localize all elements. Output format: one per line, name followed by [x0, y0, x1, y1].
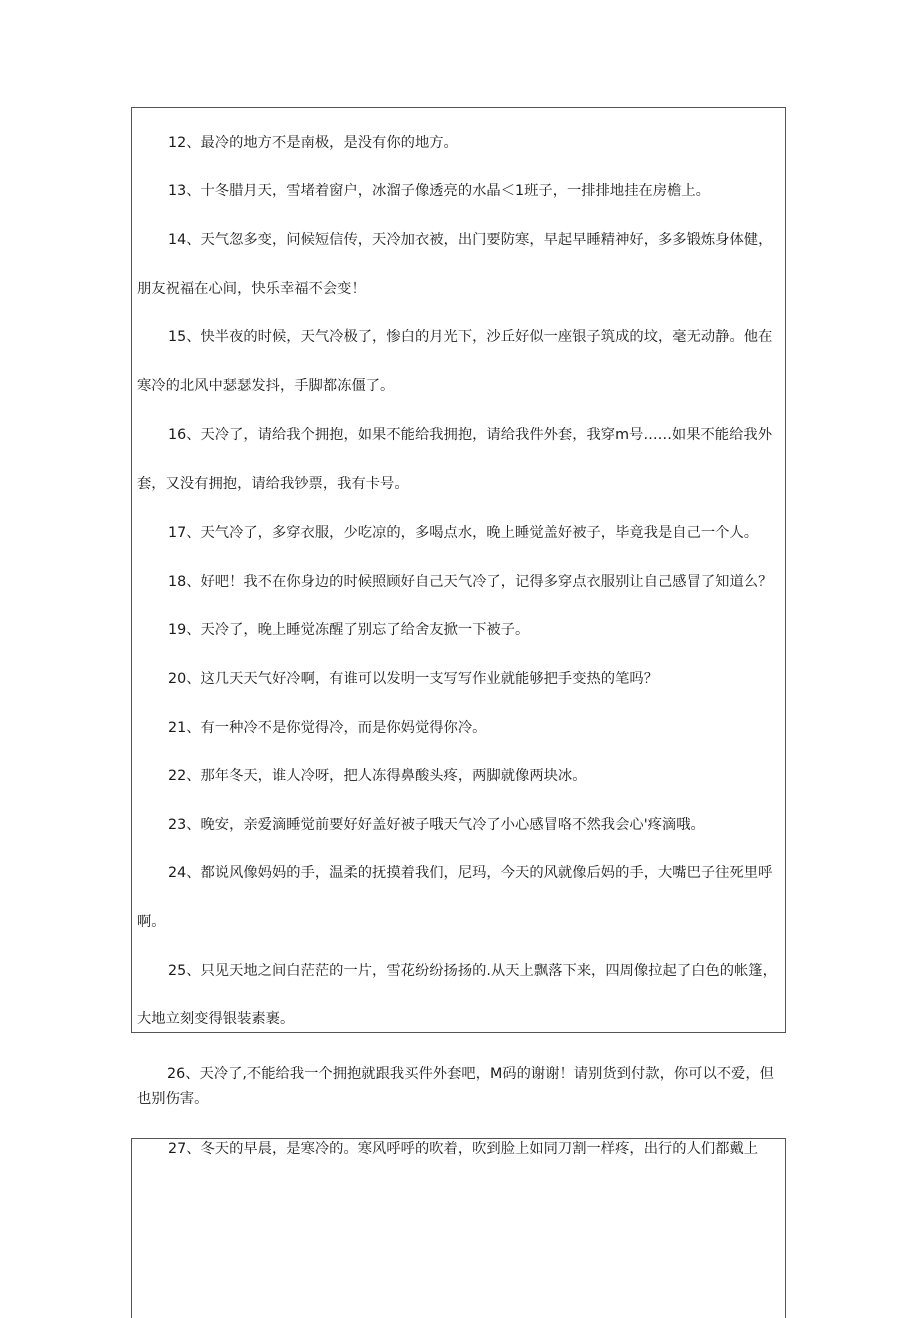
quote-19-line-1: 19、天冷了，晚上睡觉冻醒了别忘了给舍友掀一下被子。 — [168, 622, 530, 638]
quote-24-line-2: 啊。 — [137, 914, 166, 930]
quote-13-line-1: 13、十冬腊月天，雪堵着窗户，冰溜子像透亮的水晶＜1班子，一排排地挂在房檐上。 — [168, 183, 710, 199]
quote-box-1 — [131, 107, 786, 1033]
quote-20-line-1: 20、这几天天气好冷啊，有谁可以发明一支写写作业就能够把手变热的笔吗？ — [168, 671, 658, 687]
quote-15-line-2: 寒冷的北风中瑟瑟发抖，手脚都冻僵了。 — [137, 378, 395, 394]
quote-24-line-1: 24、都说风像妈妈的手，温柔的抚摸着我们，尼玛，今天的风就像后妈的手，大嘴巴子往死里呼 — [168, 865, 773, 881]
quote-14-line-1: 14、天气忽多变，问候短信传，天冷加衣被，出门要防寒，早起早睡精神好，多多锻炼身体健， — [168, 232, 773, 248]
quote-26-line-2: 也别伤害。 — [137, 1091, 209, 1107]
quote-15-line-1: 15、快半夜的时候，天气冷极了，惨白的月光下，沙丘好似一座银子筑成的坟，毫无动静。他在 — [168, 329, 773, 345]
quote-21-line-1: 21、有一种冷不是你觉得冷，而是你妈觉得你冷。 — [168, 720, 487, 736]
quote-12-line-1: 12、最冷的地方不是南极，是没有你的地方。 — [168, 135, 458, 151]
quote-27-line-1: 27、冬天的早晨，是寒冷的。寒风呼呼的吹着，吹到脸上如同刀割一样疼，出行的人们都戴上 — [168, 1141, 759, 1157]
quote-16-line-2: 套，又没有拥抱，请给我钞票，我有卡号。 — [137, 476, 409, 492]
quote-26-line-1: 26、天冷了,不能给我一个拥抱就跟我买件外套吧，M码的谢谢！请别货到付款，你可以不爱，但 — [167, 1066, 774, 1082]
quote-16-line-1: 16、天冷了，请给我个拥抱，如果不能给我拥抱，请给我件外套，我穿m号……如果不能给我外 — [168, 427, 772, 443]
quote-18-line-1: 18、好吧！我不在你身边的时候照顾好自己天气冷了，记得多穿点衣服别让自己感冒了知道么？ — [168, 574, 773, 590]
quote-14-line-2: 朋友祝福在心间，快乐幸福不会变！ — [137, 281, 366, 297]
quote-25-line-1: 25、只见天地之间白茫茫的一片，雪花纷纷扬扬的.从天上飘落下来，四周像拉起了白色的帐篷， — [168, 963, 777, 979]
quote-22-line-1: 22、那年冬天，谁人冷呀，把人冻得鼻酸头疼，两脚就像两块冰。 — [168, 768, 587, 784]
quote-25-line-2: 大地立刻变得银装素裹。 — [137, 1011, 295, 1027]
quote-17-line-1: 17、天气冷了，多穿衣服，少吃凉的，多喝点水，晚上睡觉盖好被子，毕竟我是自己一个人。 — [168, 525, 759, 541]
quote-box-2 — [131, 1138, 786, 1318]
quote-23-line-1: 23、晚安，亲爱滴睡觉前要好好盖好被子哦天气冷了小心感冒咯不然我会心'疼滴哦。 — [168, 817, 705, 833]
